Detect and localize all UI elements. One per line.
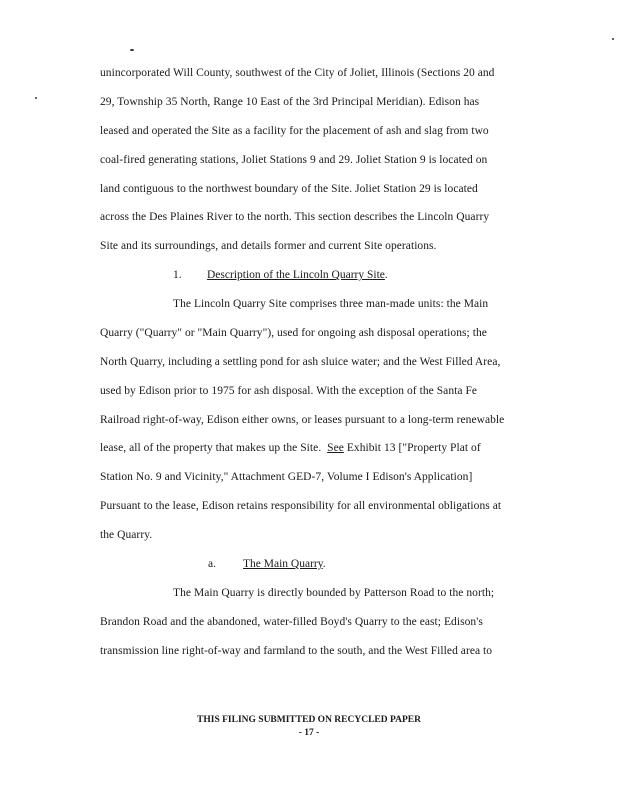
scan-speck [612,38,614,40]
scan-speck [130,49,134,51]
paragraph-1-line: unincorporated Will County, southwest of the City of Joliet, Illinois (Sections 20 and [100,67,495,79]
paragraph-1-line: land contiguous to the northwest boundary of the Site. Joliet Station 29 is located [100,183,478,195]
scan-speck [35,97,37,99]
section-title-period: . [384,269,388,281]
subsection-title [243,557,326,571]
section-number: 1. [173,269,182,281]
paragraph-2-line: The Lincoln Quarry Site comprises three man-made units: the Main [173,298,489,310]
paragraph-2-line: the Quarry. [100,529,153,541]
subsection-title-text: The Main Quarry [243,558,323,570]
paragraph-1-line: coal-fired generating stations, Joliet Stations 9 and 29. Joliet Station 9 is located on [100,154,488,166]
paragraph-1-line: across the Des Plaines River to the north. This section describes the Lincoln Quarry [100,211,490,223]
section-title [207,268,388,282]
paragraph-2-line: lease, all of the property that makes up the Site. [100,442,322,454]
paragraph-2-line: North Quarry, including a settling pond for ash sluice water; and the West Filled Area, [100,356,501,368]
subsection-letter: a. [208,558,216,570]
page-number: - 17 - [298,728,320,738]
paragraph-2-line: Pursuant to the lease, Edison retains responsibility for all environmental obligations at [100,500,502,512]
paragraph-2-line: used by Edison prior to 1975 for ash disposal. With the exception of the Santa Fe [100,385,478,397]
paragraph-3-line: transmission line right-of-way and farmland to the south, and the West Filled area to [100,645,493,657]
paragraph-3-line: Brandon Road and the abandoned, water-filled Boyd's Quarry to the east; Edison's [100,616,483,628]
paragraph-1-line: Site and its surroundings, and details former and current Site operations. [100,240,437,252]
see-signal: See [327,442,344,454]
section-title-text: Description of the Lincoln Quarry Site [207,269,385,281]
footer-notice: THIS FILING SUBMITTED ON RECYCLED PAPER [197,715,421,725]
paragraph-1-line: 29, Township 35 North, Range 10 East of the 3rd Principal Meridian). Edison has [100,96,480,108]
paragraph-2-line: Railroad right-of-way, Edison either owns, or leases pursuant to a long-term renewable [100,414,505,426]
subsection-title-period: . [322,558,326,570]
paragraph-3-line: The Main Quarry is directly bounded by Patterson Road to the north; [173,587,495,599]
paragraph-2-line-with-citation [100,441,481,455]
exhibit-reference: Exhibit 13 ["Property Plat of [346,442,481,454]
paragraph-2-line: Quarry ("Quarry" or "Main Quarry"), used for ongoing ash disposal operations; the [100,327,487,339]
paragraph-1-line: leased and operated the Site as a facility for the placement of ash and slag from two [100,125,489,137]
paragraph-2-line: Station No. 9 and Vicinity," Attachment GED-7, Volume I Edison's Application] [100,471,473,483]
